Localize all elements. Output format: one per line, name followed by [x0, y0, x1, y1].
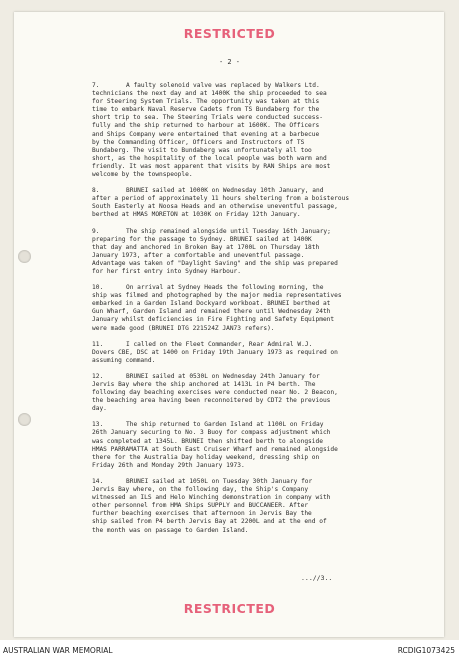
paragraph [92, 82, 392, 179]
paragraph [92, 373, 392, 413]
paragraph-line [92, 260, 392, 268]
paragraph-number: 12. [92, 372, 104, 380]
paragraph-text: 26th January securing to No. 3 Buoy for compass adjustment which [92, 429, 331, 437]
paragraph-text: BRUNEI sailed at 1050L on Tuesday 30th January for [126, 477, 313, 485]
paragraph-line [92, 187, 392, 195]
paragraph-text: HMAS PARRAMATTA at South East Cruiser Wharf and remained alongside [92, 445, 338, 453]
paragraph-text: Jervis Bay where the ship anchored at 1413L in P4 berth. The [92, 381, 316, 388]
paragraph-line [92, 316, 392, 324]
paragraph-line [92, 462, 392, 470]
paragraph-text: Gun Wharf, Garden Island and remained there until Wednesday 24th [92, 308, 331, 316]
paragraph-line [92, 171, 392, 179]
paragraph-line [92, 373, 392, 381]
paragraph-text: ship was filmed and photographed by the major media representatives [92, 292, 342, 300]
paragraph-line [92, 397, 392, 405]
paragraph-text: further beaching exercises that afternoon in Jervis Bay the [92, 510, 312, 518]
paragraph-line [92, 389, 392, 397]
paragraph-line [92, 341, 392, 349]
paragraph-text: I called on the Fleet Commander, Rear Admiral W.J. [126, 340, 313, 348]
paragraph-line [92, 252, 392, 260]
paragraph-line [92, 446, 392, 454]
paragraph-text: by the Commanding Officer, Officers and Instructors of TS [92, 138, 305, 146]
paragraph-line [92, 349, 392, 357]
continuation-marker: ...//3.. [301, 574, 333, 582]
paragraph-line [92, 203, 392, 211]
punch-hole [18, 413, 31, 426]
paragraph-line [92, 486, 392, 494]
paragraph-line [92, 325, 392, 333]
paragraph-line [92, 163, 392, 171]
paragraph-text: was completed at 1345L. BRUNEI then shifted berth to alongside [92, 437, 323, 445]
restricted-stamp-top: RESTRICTED [183, 26, 276, 41]
paragraph [92, 341, 392, 365]
paragraph-text: berthed at HMAS MORETON at 1030K on Friday 12th January. [92, 211, 301, 219]
paragraph-text: BRUNEI sailed at 0530L on Wednesday 24th January for [126, 372, 320, 380]
paragraph-text: On arrival at Sydney Heads the following morning, the [126, 284, 324, 292]
paragraph-line [92, 518, 392, 526]
paragraph-text: witnessed an ILS and Helo Winching demonstration in company with [92, 494, 331, 502]
paragraph-line [92, 502, 392, 510]
paragraph-line [92, 82, 392, 90]
paragraph-text: for her first entry into Sydney Harbour. [92, 267, 242, 275]
footer-source: AUSTRALIAN WAR MEMORIAL [3, 646, 113, 655]
paragraph-text: Jervis Bay where, on the following day, the Ship's Company [92, 486, 309, 494]
paragraph-number: 8. [92, 187, 100, 195]
paragraph-number: 7. [92, 82, 100, 89]
paragraph-line [92, 147, 392, 155]
restricted-stamp-bottom: RESTRICTED [183, 601, 276, 616]
paragraph-text: short, as the hospitality of the local people was both warm and [92, 154, 327, 162]
paragraph-text: that day and anchored in Broken Bay at 1700L on Thursday 18th [92, 243, 320, 251]
paragraph-text: January whilst deficiencies in Fire Fighting and Safety Equipment [92, 316, 335, 324]
paragraph-line [92, 527, 392, 535]
paragraph-text: preparing for the passage to Sydney. BRUNEI sailed at 1400K [92, 235, 312, 243]
paragraph-number: 13. [92, 421, 104, 429]
paragraph-text: assuming command. [92, 356, 156, 364]
paragraph-line [92, 98, 392, 106]
paragraph-text: ship sailed from P4 berth Jervis Bay at 2200L and at the end of [92, 518, 327, 526]
paragraph-line [92, 236, 392, 244]
paragraph-text: January 1973, after a comfortable and uneventful passage. [92, 251, 305, 259]
paragraph-line [92, 228, 392, 236]
paragraph-text: The ship returned to Garden Island at 1100L on Friday [126, 421, 324, 429]
paragraph [92, 284, 392, 333]
paragraph-text: for Steering System Trials. The opportunity was taken at this [92, 98, 320, 106]
paragraph-line [92, 494, 392, 502]
paragraph-text: A faulty solenoid valve was replaced by Walkers Ltd. [126, 82, 320, 89]
paragraph [92, 421, 392, 470]
paragraph-text: embarked in a Garden Island Dockyard workboat. BRUNEI berthed at [92, 300, 331, 308]
paragraph-text: short trip to sea. The Steering Trials were conducted success- [92, 114, 323, 122]
paragraph-line [92, 268, 392, 276]
paragraph-text: South Easterly at Noosa Heads and an otherwise uneventful passage, [92, 203, 338, 211]
paragraph-line [92, 510, 392, 518]
paragraph-line [92, 405, 392, 413]
paragraph-line [92, 284, 392, 292]
paragraph [92, 187, 392, 219]
paragraph-line [92, 454, 392, 462]
paragraph-line [92, 139, 392, 147]
punch-hole [18, 250, 31, 263]
paragraph-line [92, 90, 392, 98]
page-number: - 2 - [218, 58, 241, 66]
paragraph-text: and Ships Company were entertained that evening at a barbecue [92, 130, 320, 138]
paragraph-text: the month was on passage to Garden Island. [92, 526, 249, 534]
paragraph-line [92, 438, 392, 446]
paragraph-number: 11. [92, 340, 104, 348]
paragraph-line [92, 114, 392, 122]
paragraph-line [92, 300, 392, 308]
paragraph-text: Bundaberg. The visit to Bundaberg was unfortunately all too [92, 146, 312, 154]
paragraph-line [92, 131, 392, 139]
paragraph-number: 9. [92, 227, 100, 235]
paragraph-line [92, 195, 392, 203]
paragraph-text: day. [92, 405, 107, 413]
paragraph-text: time to embark Naval Reserve Cadets from TS Bundaberg for the [92, 106, 320, 114]
paragraph-text: technicians the next day and at 1400K the ship proceeded to sea [92, 90, 327, 98]
paragraph-text: there for the Australia Day holiday weekend, dressing ship on [92, 453, 320, 461]
paragraph-text: the beaching area having been reconnoitered by CDT2 the previous [92, 397, 331, 405]
paragraph-text: were made good (BRUNEI DTG 221524Z JAN73 refers). [92, 324, 275, 332]
paragraph-text: Dovers CBE, DSC at 1400 on Friday 19th January 1973 as required on [92, 348, 338, 356]
paragraph-line [92, 421, 392, 429]
paragraph-line [92, 308, 392, 316]
paragraph-text: fully and the ship returned to harbour at 1600K. The Officers [92, 122, 320, 130]
paragraph-text: BRUNEI sailed at 1000K on Wednesday 10th January, and [126, 187, 324, 195]
document-body [92, 82, 392, 543]
paragraph-line [92, 429, 392, 437]
paragraph-text: following day beaching exercises were conducted near No. 2 Beacon, [92, 389, 338, 397]
paragraph-line [92, 211, 392, 219]
paragraph-text: friendly. It was most apparent that visits by RAN Ships are most [92, 162, 331, 170]
paragraph-line [92, 381, 392, 389]
paragraph-line [92, 478, 392, 486]
paragraph-line [92, 155, 392, 163]
paragraph-line [92, 357, 392, 365]
paragraph-line [92, 292, 392, 300]
paragraph-line [92, 106, 392, 114]
paragraph-text: Friday 26th and Monday 29th January 1973. [92, 461, 245, 469]
paragraph-line [92, 244, 392, 252]
footer-reference: RCDIG1073425 [397, 646, 455, 655]
paragraph-line [92, 122, 392, 130]
paragraph-text: welcome by the townspeople. [92, 171, 193, 179]
paragraph-number: 10. [92, 284, 104, 292]
paragraph [92, 478, 392, 535]
paragraph-text: after a period of approximately 11 hours sheltering from a boisterous [92, 195, 350, 203]
paragraph [92, 228, 392, 277]
paragraph-text: other personnel from HMA Ships SUPPLY and BUCCANEER. After [92, 502, 309, 510]
paragraph-text: Advantage was taken of "Daylight Saving" and the ship was prepared [92, 259, 338, 267]
paragraph-number: 14. [92, 477, 104, 485]
paragraph-text: The ship remained alongside until Tuesday 16th January; [126, 227, 331, 235]
